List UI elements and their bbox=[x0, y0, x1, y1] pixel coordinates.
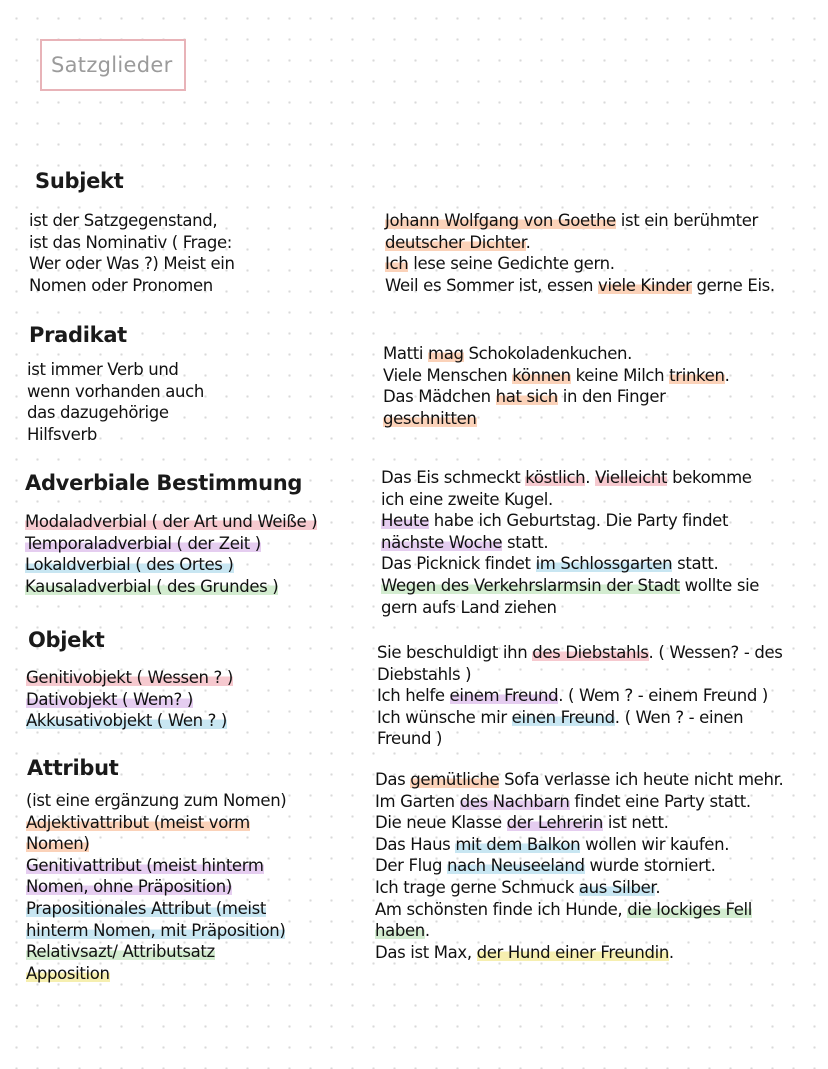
page-title-text: Satzglieder bbox=[51, 53, 173, 77]
definition-line bbox=[25, 554, 317, 576]
subjekt-examples bbox=[385, 210, 775, 296]
hl: Relativsazt/ Attributsatz bbox=[26, 942, 215, 962]
section-heading-subjekt: Subjekt bbox=[35, 169, 124, 193]
hl: einem Freund bbox=[449, 686, 559, 706]
hl: deutscher Dichter bbox=[385, 232, 526, 252]
objekt-definition bbox=[26, 667, 233, 732]
example-line: Weil es Sommer ist, essen viele Kinder gerne Eis. bbox=[385, 275, 775, 295]
hl: im Schlossgarten bbox=[535, 554, 673, 574]
hl: der Lehrerin bbox=[506, 813, 604, 833]
example-line: Johann Wolfgang von Goethe ist ein berühmter bbox=[385, 211, 758, 230]
definition-line bbox=[26, 667, 233, 689]
example-line: Am schönsten finde ich Hunde, die lockiges Fell bbox=[375, 899, 753, 919]
attribut-examples bbox=[375, 769, 783, 963]
hl: Johann Wolfgang von Goethe bbox=[385, 211, 616, 230]
objekt-examples bbox=[377, 642, 783, 750]
example-line: Das Eis schmeckt köstlich. Vielleicht bekomme bbox=[381, 468, 752, 487]
hl: trinken bbox=[669, 365, 725, 385]
hl: die lockiges Fell bbox=[627, 899, 753, 919]
hl: Nomen, ohne Präposition) bbox=[26, 877, 232, 897]
hl: mag bbox=[428, 344, 464, 363]
hl: Nomen) bbox=[26, 834, 90, 854]
example-line: Freund ) bbox=[377, 729, 443, 749]
example-line: Der Flug nach Neuseeland wurde storniert. bbox=[375, 856, 716, 876]
hl: hinterm Nomen, mit Präposition) bbox=[26, 920, 286, 940]
hl: viele Kinder bbox=[598, 275, 692, 295]
hl: Lokaldverbial ( des Ortes ) bbox=[25, 555, 234, 575]
attribut-definition bbox=[26, 790, 286, 984]
example-line: Wegen des Verkehrslarmsin der Stadt wollte sie bbox=[381, 575, 760, 595]
hl: mit dem Balkon bbox=[455, 834, 581, 854]
example-line: Heute habe ich Geburtstag. Die Party findet bbox=[381, 511, 729, 531]
hl: geschnitten bbox=[383, 408, 477, 428]
section-heading-pradikat: Pradikat bbox=[29, 323, 127, 347]
example-line: nächste Woche statt. bbox=[381, 532, 549, 552]
definition-line bbox=[26, 898, 286, 920]
example-line: Die neue Klasse der Lehrerin ist nett. bbox=[375, 813, 669, 833]
example-line: Ich wünsche mir einen Freund. ( Wen ? - einen bbox=[377, 707, 744, 727]
page-title bbox=[40, 39, 186, 91]
hl: Temporaladverbial ( der Zeit ) bbox=[25, 533, 261, 553]
definition-line: ist das Nominativ ( Frage: bbox=[29, 232, 232, 252]
definition-line bbox=[26, 920, 286, 942]
pradikat-examples bbox=[383, 343, 729, 429]
definition-line: (ist eine ergänzung zum Nomen) bbox=[26, 791, 287, 810]
definition-line bbox=[26, 941, 286, 963]
hl: aus Silber bbox=[578, 877, 656, 897]
example-line: Diebstahls ) bbox=[377, 664, 472, 684]
section-heading-attribut: Attribut bbox=[27, 756, 119, 780]
hl: Modaladverbial ( der Art und Weiße ) bbox=[25, 512, 318, 531]
example-line: Sie beschuldigt ihn des Diebstahls. ( Wessen? - des bbox=[377, 643, 783, 662]
definition-line: Nomen oder Pronomen bbox=[29, 275, 213, 295]
example-line: Ich helfe einem Freund. ( Wem ? - einem Freund ) bbox=[377, 686, 768, 706]
example-line: Ich lese seine Gedichte gern. bbox=[385, 254, 615, 274]
definition-line: Wer oder Was ?) Meist ein bbox=[29, 254, 235, 274]
definition-line: das dazugehörige bbox=[27, 403, 169, 423]
hl: der Hund einer Freundin bbox=[476, 942, 669, 962]
example-line: ich eine zweite Kugel. bbox=[381, 489, 553, 509]
hl: Adjektivattribut (meist vorm bbox=[26, 812, 250, 832]
definition-line: ist der Satzgegenstand, bbox=[29, 211, 218, 230]
hl: des Diebstahls bbox=[532, 643, 649, 662]
example-line: haben. bbox=[375, 921, 430, 941]
definition-line: wenn vorhanden auch bbox=[27, 381, 204, 401]
definition-line: ist immer Verb und bbox=[27, 360, 179, 379]
hl: Kausaladverbial ( des Grundes ) bbox=[25, 576, 279, 596]
adverbiale-definition bbox=[25, 511, 317, 597]
example-line: Das Picknick findet im Schlossgarten statt. bbox=[381, 554, 719, 574]
example-line: Das gemütliche Sofa verlasse ich heute nicht mehr. bbox=[375, 770, 784, 789]
hl: Apposition bbox=[26, 963, 110, 983]
subjekt-definition bbox=[29, 210, 235, 296]
definition-line bbox=[26, 812, 286, 834]
definition-line bbox=[25, 511, 317, 533]
hl: Akkusativobjekt ( Wen ? ) bbox=[26, 711, 228, 731]
example-line: Das Mädchen hat sich in den Finger bbox=[383, 387, 666, 407]
hl: Dativobjekt ( Wem? ) bbox=[26, 689, 193, 709]
hl: können bbox=[512, 365, 571, 385]
definition-line bbox=[26, 855, 286, 877]
example-line: deutscher Dichter. bbox=[385, 232, 531, 252]
example-line: gern aufs Land ziehen bbox=[381, 597, 557, 617]
definition-line bbox=[26, 710, 233, 732]
hl: Wegen des Verkehrslarmsin der Stadt bbox=[381, 575, 680, 595]
definition-line bbox=[25, 533, 317, 555]
definition-line bbox=[26, 876, 286, 898]
hl: gemütliche bbox=[410, 770, 500, 789]
hl: nach Neuseeland bbox=[447, 856, 585, 876]
definition-line bbox=[26, 963, 286, 985]
definition-line bbox=[25, 576, 317, 598]
hl: Ich bbox=[385, 254, 409, 274]
hl: Genitivattribut (meist hinterm bbox=[26, 855, 264, 875]
hl: einen Freund bbox=[511, 707, 615, 727]
example-line: Das Haus mit dem Balkon wollen wir kaufen. bbox=[375, 834, 730, 854]
example-line: Das ist Max, der Hund einer Freundin. bbox=[375, 942, 674, 962]
section-heading-objekt: Objekt bbox=[28, 628, 105, 652]
example-line: Matti mag Schokoladenkuchen. bbox=[383, 344, 633, 363]
example-line: Viele Menschen können keine Milch trinken. bbox=[383, 365, 730, 385]
pradikat-definition bbox=[27, 359, 204, 445]
hl: haben bbox=[375, 921, 425, 941]
hl: des Nachbarn bbox=[459, 791, 570, 811]
hl: hat sich bbox=[495, 387, 558, 407]
section-heading-adverbiale: Adverbiale Bestimmung bbox=[25, 471, 303, 495]
hl: Prapositionales Attribut (meist bbox=[26, 898, 267, 918]
definition-line: Hilfsverb bbox=[27, 424, 98, 444]
adverbiale-examples bbox=[381, 467, 759, 618]
hl: Vielleicht bbox=[595, 468, 668, 487]
hl: köstlich bbox=[525, 468, 586, 487]
example-line: Ich trage gerne Schmuck aus Silber. bbox=[375, 877, 661, 897]
definition-line bbox=[26, 689, 233, 711]
example-line: Im Garten des Nachbarn findet eine Party statt. bbox=[375, 791, 751, 811]
definition-line bbox=[26, 833, 286, 855]
hl: Heute bbox=[381, 511, 429, 531]
example-line bbox=[383, 408, 729, 430]
hl: Genitivobjekt ( Wessen ? ) bbox=[26, 668, 233, 687]
hl: nächste Woche bbox=[381, 532, 503, 552]
